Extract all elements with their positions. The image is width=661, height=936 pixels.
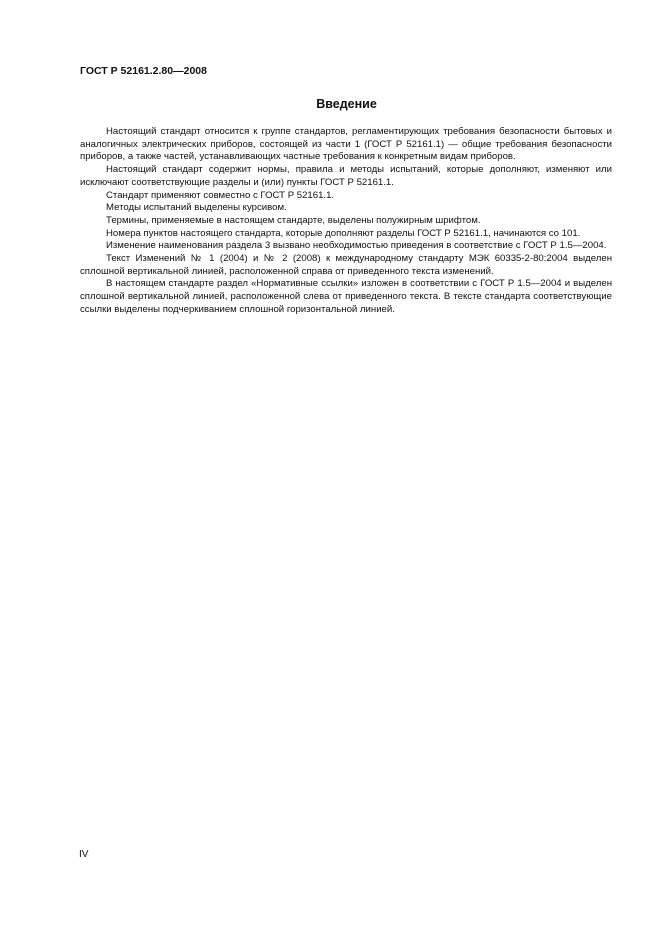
document-number: ГОСТ Р 52161.2.80—2008 <box>80 65 207 77</box>
section-title: Введение <box>316 97 377 111</box>
paragraph-2: Настоящий стандарт содержит нормы, правила и методы испытаний, которые дополняют, изменяют или исключают соответствующие разделы и (или) пункты ГОСТ Р 52161.1. <box>80 164 612 188</box>
page-number: IV <box>79 849 89 860</box>
paragraph-1: Настоящий стандарт относится к группе стандартов, регламентирующих требования безопасности бытовых и аналогичных электрических приборов, состоящей из части 1 (ГОСТ Р 52161.1) — общие требования безопасности приборов, а также частей, устанавливающих частные требования к конкретным видам приборов. <box>80 126 612 163</box>
paragraph-6: Номера пунктов настоящего стандарта, которые дополняют разделы ГОСТ Р 52161.1, начинаются со 101. <box>106 227 581 239</box>
paragraph-8: Текст Изменений № 1 (2004) и № 2 (2008) к международному стандарту МЭК 60335-2-80:2004 выделен сплошной вертикальной линией, расположенной справа от приведенного текста изменений. <box>80 253 612 277</box>
paragraph-7: Изменение наименования раздела 3 вызвано необходимостью приведения в соответствие с ГОСТ Р 1.5—2004. <box>106 240 607 252</box>
paragraph-4: Методы испытаний выделены курсивом. <box>106 202 287 214</box>
introduction-text <box>80 126 612 317</box>
paragraph-9: В настоящем стандарте раздел «Нормативные ссылки» изложен в соответствии с ГОСТ Р 1.5—2004 и выделен сплошной вертикальной линией, расположенной слева от приведенного текста. В тексте стандарта соответствующие ссылки выделены подчеркиванием сплошной горизонтальной линией. <box>80 278 612 315</box>
paragraph-5: Термины, применяемые в настоящем стандарте, выделены полужирным шрифтом. <box>106 214 481 226</box>
paragraph-3: Стандарт применяют совместно с ГОСТ Р 52161.1. <box>106 189 335 201</box>
